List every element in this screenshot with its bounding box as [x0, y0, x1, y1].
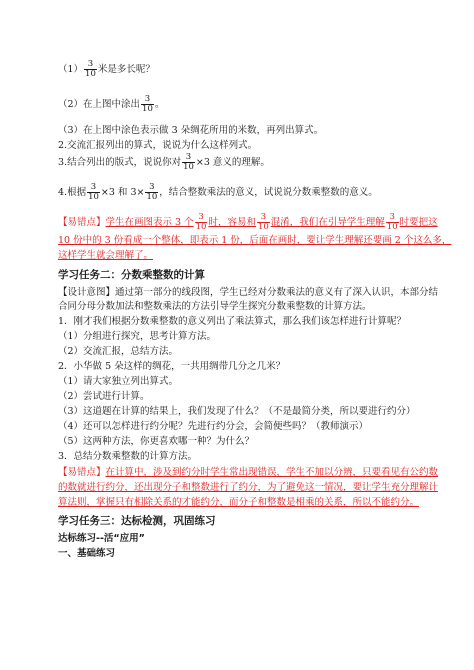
sub-question: （5）这两种方法，你更喜欢哪一种？为什么？ — [58, 436, 255, 447]
question: 1．刚才我们根据分数乘整数的意义列出了乘法算式，那么我们该怎样进行计算呢？ — [58, 316, 407, 327]
sub-question: （2）尝试进行计算。 — [58, 391, 150, 402]
question-2 — [58, 95, 164, 114]
step-4-suffix: ，结合整数乘法的意义，试说说分数乘整数的意义。 — [159, 187, 378, 198]
mistake-text: 混淆，我们在引导学生理解 — [270, 217, 385, 228]
fraction-3-10: $\frac{3}{10}$ — [183, 152, 194, 172]
step-3 — [58, 153, 270, 172]
sub-question: （4）还可以怎样进行约分呢？先进行约分会，会简便些吗？（教师演示） — [58, 421, 369, 432]
mistake-note-2 — [58, 466, 438, 479]
sub-question: （1）分组进行探究，思考计算方法。 — [58, 331, 217, 342]
step-4-middle: ×3 和 3× — [100, 187, 145, 198]
step-4 — [58, 183, 378, 202]
mistake-text: 时要把这 — [399, 217, 438, 228]
section-heading: 学习任务二：分数乘整数的计算 — [58, 269, 205, 281]
question-3: （3）在上图中涂色表示做 3 朵绸花所用的米数，再列出算式。 — [58, 125, 324, 136]
step-3-suffix: ×3 意义的理解。 — [195, 157, 270, 168]
question-1-prefix: （1） — [58, 64, 84, 75]
mistake-text: 在计算中，涉及到约分时学生常出现错误，学生不加以分辨，只要看见有公约数 — [105, 467, 439, 478]
mistake-text: 的数就进行约分，还出现分子和整数进行了约分，为了避免这一情况，要让学生充分理解计 — [58, 482, 439, 493]
subheading: 达标练习--活“应用” — [58, 533, 145, 544]
design-intent: 合同分母分数加法和整数乘法的方法引导学生探究分数乘整数的计算方法。 — [58, 301, 372, 312]
question-2-prefix: （2）在上图中涂出 — [58, 99, 141, 110]
fraction-3-10: $\frac{3}{10}$ — [142, 94, 153, 114]
question-2-suffix: 。 — [154, 99, 165, 110]
section-heading: 学习任务三：达标检测，巩固练习 — [58, 515, 216, 527]
question: 2．小华做 5 朵这样的绸花，一共用绸带几分之几米？ — [58, 361, 286, 372]
fraction-3-10: $\frac{3}{10}$ — [386, 212, 398, 232]
mistake-tag: 【易错点】 — [58, 217, 106, 228]
fraction-3-10: $\frac{3}{10}$ — [88, 182, 99, 202]
fraction-3-10: $\frac{3}{10}$ — [195, 212, 207, 232]
step-3-prefix: 3.结合列出的版式，说说你对 — [58, 157, 182, 168]
sub-question: （2）交流汇报，总结方法。 — [58, 346, 179, 357]
mistake-tag: 【易错点】 — [58, 467, 106, 478]
fraction-3-10: $\frac{3}{10}$ — [85, 59, 96, 79]
mistake-text: 时，容易和 — [208, 217, 256, 228]
mistake-note-1 — [58, 213, 438, 232]
mistake-text: 10 份中的 3 份看成一个整体，即表示 1 份，后面在画时，要让学生理解还要画 2 个这么多， — [58, 235, 452, 246]
subheading: 一、基础练习 — [58, 548, 116, 559]
sub-question: （3）这道题在计算的结果上，我们发现了什么？（不是最简分类，所以要进行约分） — [58, 406, 416, 417]
question: 3．总结分数乘整数的计算方法。 — [58, 451, 198, 462]
step-4-prefix: 4.根据 — [58, 187, 87, 198]
mistake-text: 算法则，掌握只有相除关系的才能约分，而分子和整数是相乘的关系，所以不能约分。 — [58, 497, 420, 508]
fraction-3-10: $\frac{3}{10}$ — [257, 212, 269, 232]
mistake-text: 这样学生就会理解了。 — [58, 250, 154, 261]
sub-question: （1）请大家独立列出算式。 — [58, 376, 179, 387]
step-2: 2.交流汇报列出的算式，说说为什么这样列式。 — [58, 140, 258, 151]
design-intent: 【设计意图】通过第一部分的线段图，学生已经对分数乘法的意义有了深入认识，本部分结 — [58, 287, 439, 298]
mistake-text: 学生在画图表示 3 个 — [105, 217, 194, 228]
question-1-text: 米是多长呢？ — [97, 64, 155, 75]
question-1 — [58, 60, 155, 79]
fraction-3-10: $\frac{3}{10}$ — [146, 182, 158, 202]
